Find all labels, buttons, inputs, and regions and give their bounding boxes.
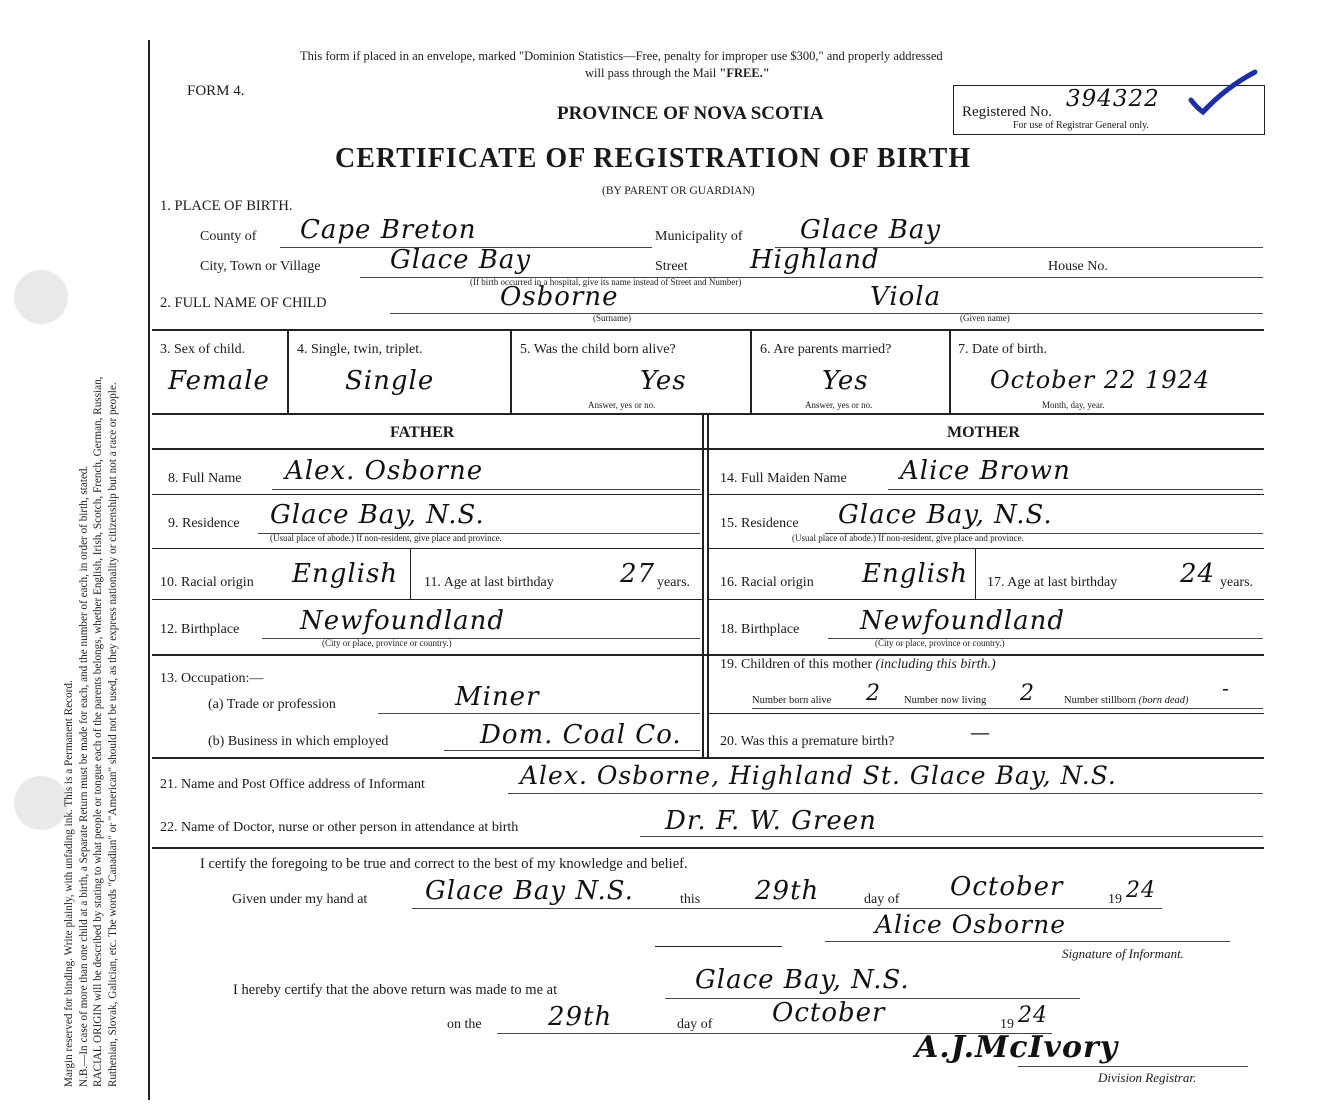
informant-label: 21. Name and Post Office address of Informant bbox=[160, 777, 425, 792]
now-living-label: Number now living bbox=[904, 695, 987, 706]
father-age-label: 11. Age at last birthday bbox=[424, 575, 554, 590]
father-residence-label: 9. Residence bbox=[168, 516, 240, 531]
stillborn-label-italic: (born dead) bbox=[1138, 695, 1189, 706]
registrar-signature: A.J.McIvory bbox=[915, 1030, 1119, 1065]
rule-row3-top bbox=[152, 329, 1264, 331]
child-surname-value: Osborne bbox=[500, 282, 619, 312]
rule-row9 bbox=[152, 548, 702, 549]
mother-race-value: English bbox=[862, 559, 969, 589]
informant-line bbox=[508, 793, 1263, 794]
married-label: 6. Are parents married? bbox=[760, 342, 892, 357]
attendant-value: Dr. F. W. Green bbox=[665, 806, 877, 836]
stillborn-value: - bbox=[1222, 676, 1230, 700]
mother-name-label: 14. Full Maiden Name bbox=[720, 471, 847, 486]
registrar-caption: Division Registrar. bbox=[1098, 1070, 1197, 1085]
informant-signature-line bbox=[825, 941, 1230, 942]
sex-value: Female bbox=[168, 366, 270, 396]
given-line bbox=[412, 908, 1162, 909]
county-label: County of bbox=[200, 229, 257, 244]
alive-caption: Answer, yes or no. bbox=[588, 400, 656, 410]
now-living-value: 2 bbox=[1020, 681, 1035, 706]
father-residence-caption: (Usual place of abode.) If non-resident, give place and province. bbox=[270, 533, 502, 543]
sex-label: 3. Sex of child. bbox=[160, 342, 246, 357]
child-name-label: 2. FULL NAME OF CHILD bbox=[160, 295, 327, 311]
father-race-divider bbox=[410, 549, 411, 599]
postal-note-free: "FREE." bbox=[719, 66, 770, 80]
registered-label: Registered No. bbox=[962, 104, 1052, 120]
postal-note-1: This form if placed in an envelope, marked "Dominion Statistics—Free, penalty for improper use $300," and properly addressed bbox=[300, 49, 943, 63]
trade-label: (a) Trade or profession bbox=[208, 697, 336, 712]
side-note-2: N.B.—In case of more than one child at a birth, a Separate Return must be made for each, and the number of each, in order of birth, stated. bbox=[77, 465, 90, 1087]
rule-row15 bbox=[708, 548, 1264, 549]
father-name-value: Alex. Osborne bbox=[285, 456, 484, 486]
binding-hole-bottom bbox=[14, 776, 68, 830]
mother-residence-value: Glace Bay, N.S. bbox=[838, 500, 1053, 530]
given-day-of-label: day of bbox=[864, 892, 900, 907]
father-birthplace-label: 12. Birthplace bbox=[160, 622, 240, 637]
rule-row14 bbox=[708, 494, 1264, 495]
rule-col-2 bbox=[510, 330, 512, 413]
hospital-note: (If birth occurred in a hospital, give its name instead of Street and Number) bbox=[470, 277, 742, 287]
married-caption: Answer, yes or no. bbox=[805, 400, 873, 410]
rule-row8 bbox=[152, 494, 702, 495]
form-number: FORM 4. bbox=[187, 83, 245, 99]
side-instructions bbox=[62, 0, 212, 1107]
mother-residence-caption: (Usual place of abode.) If non-resident, give place and province. bbox=[792, 533, 1024, 543]
father-heading: FATHER bbox=[390, 424, 455, 441]
registrar-statement: I hereby certify that the above return was made to me at bbox=[233, 982, 558, 998]
given-year-prefix: 19 bbox=[1108, 892, 1122, 907]
business-line bbox=[444, 750, 700, 751]
stillborn-label bbox=[1064, 695, 1189, 706]
short-divider bbox=[655, 946, 782, 947]
dob-value: October 22 1924 bbox=[990, 366, 1211, 394]
mother-birthplace-label: 18. Birthplace bbox=[720, 622, 800, 637]
street-value: Highland bbox=[750, 245, 880, 275]
mother-age-value: 24 bbox=[1180, 559, 1216, 589]
mother-residence-label: 15. Residence bbox=[720, 516, 799, 531]
plurality-label: 4. Single, twin, triplet. bbox=[297, 342, 423, 357]
parents-divider-left bbox=[702, 414, 704, 757]
children-label-text: 19. Children of this mother bbox=[720, 657, 876, 672]
this-label: this bbox=[680, 892, 701, 907]
alive-label: 5. Was the child born alive? bbox=[520, 342, 676, 357]
mother-race-divider bbox=[975, 549, 976, 599]
dob-caption: Month, day, year. bbox=[1042, 400, 1105, 410]
rule-row22 bbox=[152, 847, 1264, 849]
dob-label: 7. Date of birth. bbox=[958, 342, 1048, 357]
province-heading: PROVINCE OF NOVA SCOTIA bbox=[557, 103, 824, 124]
registrar-note: For use of Registrar General only. bbox=[1013, 120, 1149, 131]
father-years-label: years. bbox=[657, 575, 691, 590]
place-of-birth-label: 1. PLACE OF BIRTH. bbox=[160, 198, 293, 214]
informant-value: Alex. Osborne, Highland St. Glace Bay, N.S. bbox=[520, 761, 1117, 790]
registrar-place: Glace Bay, N.S. bbox=[695, 965, 910, 995]
registrar-day-of-label: day of bbox=[677, 1017, 713, 1032]
registrar-year: 24 bbox=[1018, 1003, 1048, 1028]
children-label bbox=[720, 657, 996, 673]
side-note-1: Margin reserved for binding. Write plainly, with unfading ink. This is a Permanent Record. bbox=[63, 680, 75, 1087]
mother-heading: MOTHER bbox=[947, 424, 1020, 441]
father-residence-value: Glace Bay, N.S. bbox=[270, 500, 485, 530]
trade-line bbox=[378, 713, 700, 714]
rule-row20 bbox=[152, 757, 1264, 759]
business-value: Dom. Coal Co. bbox=[480, 720, 682, 750]
postal-note-2 bbox=[585, 66, 770, 81]
check-mark-icon bbox=[1185, 68, 1260, 118]
informant-signature-caption: Signature of Informant. bbox=[1062, 946, 1184, 961]
given-month: October bbox=[950, 872, 1064, 902]
mother-race-label: 16. Racial origin bbox=[720, 575, 814, 590]
occupation-label: 13. Occupation:— bbox=[160, 671, 264, 686]
rule-col-1 bbox=[287, 330, 289, 413]
registrar-year-prefix: 19 bbox=[1000, 1017, 1014, 1032]
surname-caption: (Surname) bbox=[593, 313, 631, 323]
mother-years-label: years. bbox=[1220, 575, 1254, 590]
city-value: Glace Bay bbox=[390, 245, 532, 275]
given-label: Given under my hand at bbox=[232, 892, 368, 907]
municipality-label: Municipality of bbox=[655, 229, 743, 244]
mother-birthplace-value: Newfoundland bbox=[860, 606, 1066, 636]
on-the-label: on the bbox=[447, 1017, 482, 1032]
rule-row19 bbox=[708, 713, 1264, 714]
business-label: (b) Business in which employed bbox=[208, 734, 389, 749]
mother-name-value: Alice Brown bbox=[900, 456, 1071, 486]
stillborn-label-text: Number stillborn bbox=[1064, 695, 1139, 706]
premature-value: — bbox=[970, 720, 991, 744]
street-label: Street bbox=[655, 259, 688, 274]
attendant-label: 22. Name of Doctor, nurse or other person in attendance at birth bbox=[160, 820, 519, 835]
rule-row10 bbox=[152, 599, 702, 600]
given-caption: (Given name) bbox=[960, 313, 1010, 323]
certify-statement: I certify the foregoing to be true and correct to the best of my knowledge and belief. bbox=[200, 856, 688, 872]
binding-hole-top bbox=[14, 270, 68, 324]
house-label: House No. bbox=[1048, 259, 1108, 274]
father-race-value: English bbox=[292, 559, 399, 589]
registrar-signature-line bbox=[1018, 1066, 1248, 1067]
registrar-day: 29th bbox=[548, 1002, 613, 1032]
father-age-value: 27 bbox=[620, 559, 656, 589]
child-name-line bbox=[390, 313, 1263, 314]
given-place: Glace Bay N.S. bbox=[425, 876, 634, 906]
parents-divider-right bbox=[707, 414, 709, 757]
rule-col-4 bbox=[949, 330, 951, 413]
married-value: Yes bbox=[822, 366, 869, 396]
born-alive-value: 2 bbox=[866, 681, 881, 706]
rule-col-3 bbox=[750, 330, 752, 413]
registrar-month: October bbox=[772, 998, 886, 1028]
children-label-italic: (including this birth.) bbox=[875, 657, 996, 672]
father-name-label: 8. Full Name bbox=[168, 471, 242, 486]
certificate-title: CERTIFICATE OF REGISTRATION OF BIRTH bbox=[335, 143, 972, 174]
mother-birthplace-caption: (City or place, province or country.) bbox=[875, 638, 1005, 648]
mother-name-line bbox=[888, 489, 1263, 490]
father-birthplace-value: Newfoundland bbox=[300, 606, 506, 636]
trade-value: Miner bbox=[455, 682, 540, 712]
margin-rule bbox=[148, 40, 150, 1100]
plurality-value: Single bbox=[345, 366, 435, 396]
father-race-label: 10. Racial origin bbox=[160, 575, 254, 590]
given-day: 29th bbox=[755, 876, 820, 906]
alive-value: Yes bbox=[640, 366, 687, 396]
registered-value: 394322 bbox=[1066, 86, 1160, 112]
informant-signature: Alice Osborne bbox=[875, 910, 1067, 939]
city-label: City, Town or Village bbox=[200, 259, 321, 274]
rule-row16 bbox=[708, 599, 1264, 600]
postal-note-2-text: will pass through the Mail bbox=[585, 66, 720, 80]
father-birthplace-caption: (City or place, province or country.) bbox=[322, 638, 452, 648]
premature-label: 20. Was this a premature birth? bbox=[720, 734, 895, 749]
mother-age-label: 17. Age at last birthday bbox=[987, 575, 1118, 590]
given-year: 24 bbox=[1126, 878, 1156, 903]
child-given-value: Viola bbox=[870, 282, 942, 312]
attendant-line bbox=[640, 836, 1263, 837]
county-value: Cape Breton bbox=[300, 215, 477, 245]
rule-row12 bbox=[152, 654, 1264, 656]
municipality-value: Glace Bay bbox=[800, 215, 942, 245]
certificate-subtitle: (BY PARENT OR GUARDIAN) bbox=[602, 185, 755, 197]
born-alive-label: Number born alive bbox=[752, 695, 832, 706]
father-name-line bbox=[272, 489, 700, 490]
children-line bbox=[752, 708, 1263, 709]
rule-heading-bottom bbox=[152, 448, 1264, 450]
side-note-4: Ruthenian, Slovak, Galician, etc. The words "Canadian" or "American" should not be used, as they express nationality or citizenship but not a race or people. bbox=[106, 382, 119, 1087]
side-note-3: RACIAL ORIGIN will be described by stating to what people or tongue each of the parents belongs, whether English, Irish, Scotch, French, German, Russian, bbox=[92, 376, 105, 1087]
